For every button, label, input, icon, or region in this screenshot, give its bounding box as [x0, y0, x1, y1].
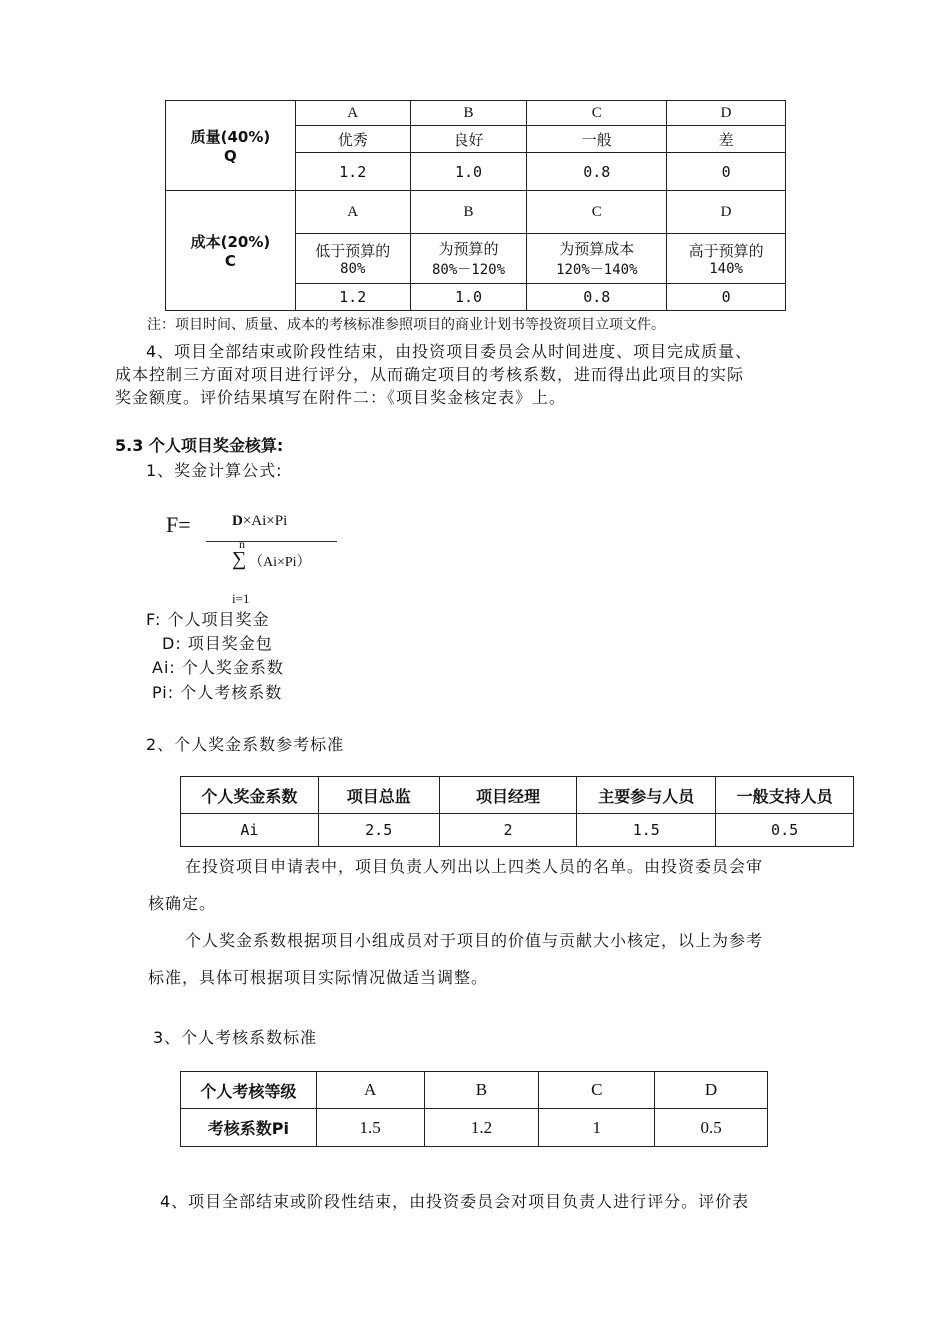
section-title: 5.3 个人项目奖金核算: [115, 436, 284, 455]
cost-level-a: 低于预算的 80% [295, 234, 410, 284]
quality-grade-d: D [667, 101, 786, 126]
cost-label: 成本(20%) C [166, 191, 296, 311]
quality-level-b: 良好 [410, 126, 527, 153]
cost-grade-a: A [295, 191, 410, 234]
definition-d: D: 项目奖金包 [162, 634, 273, 653]
formula-heading: 1、奖金计算公式: [146, 461, 283, 480]
quality-label: 质量(40%) Q [166, 101, 296, 191]
ai-para1-line2: 核确定。 [148, 894, 217, 913]
definition-f: F: 个人项目奖金 [146, 610, 270, 629]
ai-header-support: 一般支持人员 [716, 777, 854, 814]
sum-upper-limit: n [239, 537, 245, 551]
formula-denominator: （Ai×Pi） [249, 555, 311, 570]
ai-header-main: 主要参与人员 [577, 777, 716, 814]
quality-coef-b: 1.0 [410, 153, 527, 191]
quality-grade-b: B [410, 101, 527, 126]
cost-level-c: 为预算成本 120%－140% [527, 234, 667, 284]
quality-level-a: 优秀 [295, 126, 410, 153]
pi-heading: 3、个人考核系数标准 [153, 1028, 318, 1047]
cost-level-d: 高于预算的 140% [667, 234, 786, 284]
cost-coef-b: 1.0 [410, 284, 527, 311]
definition-ai: Ai: 个人奖金系数 [152, 658, 284, 677]
quality-coef-d: 0 [667, 153, 786, 191]
cost-grade-c: C [527, 191, 667, 234]
pi-table [180, 1071, 768, 1147]
cost-level-b: 为预算的 80%－120% [410, 234, 527, 284]
pi-value-b: 1.2 [424, 1109, 539, 1147]
pi-header-d: D [655, 1072, 768, 1109]
quality-grade-a: A [295, 101, 410, 126]
ai-heading: 2、个人奖金系数参考标准 [146, 735, 345, 754]
ai-header-manager: 项目经理 [439, 777, 577, 814]
pi-header-a: A [316, 1072, 424, 1109]
quality-level-c: 一般 [527, 126, 667, 153]
sum-lower-limit: i=1 [232, 591, 250, 606]
item4-top-line3: 奖金额度。评价结果填写在附件二：《项目奖金核定表》上。 [115, 388, 567, 407]
pi-value-a: 1.5 [316, 1109, 424, 1147]
pi-row-label: 考核系数Pi [181, 1109, 317, 1147]
pi-header-level: 个人考核等级 [181, 1072, 317, 1109]
ai-table [180, 776, 854, 847]
item4-bottom: 4、项目全部结束或阶段性结束，由投资委员会对项目负责人进行评分。评价表 [160, 1192, 750, 1211]
cost-coef-c: 0.8 [527, 284, 667, 311]
formula-numerator: D×Ai×Pi [232, 513, 288, 529]
table-note: 注：项目时间、质量、成本的考核标准参照项目的商业计划书等投资项目立项文件。 [147, 318, 665, 333]
ai-value-main: 1.5 [577, 814, 716, 847]
cost-grade-b: B [410, 191, 527, 234]
pi-header-c: C [539, 1072, 655, 1109]
quality-cost-table [165, 100, 786, 311]
ai-row-label: Ai [181, 814, 319, 847]
formula-lhs: F= [166, 512, 191, 537]
item4-top-line2: 成本控制三方面对项目进行评分，从而确定项目的考核系数，进而得出此项目的实际 [115, 365, 745, 384]
ai-para1-line1: 在投资项目申请表中，项目负责人列出以上四类人员的名单。由投资委员会审 [185, 857, 764, 876]
item4-top-line1: 4、项目全部结束或阶段性结束，由投资项目委员会从时间进度、项目完成质量、 [146, 342, 753, 361]
ai-para2-line2: 标准，具体可根据项目实际情况做适当调整。 [148, 968, 489, 987]
ai-value-support: 0.5 [716, 814, 854, 847]
pi-value-d: 0.5 [655, 1109, 768, 1147]
ai-value-director: 2.5 [318, 814, 439, 847]
ai-para2-line1: 个人奖金系数根据项目小组成员对于项目的价值与贡献大小核定，以上为参考 [185, 931, 764, 950]
sum-symbol: ∑ [232, 548, 247, 570]
quality-level-d: 差 [667, 126, 786, 153]
quality-coef-a: 1.2 [295, 153, 410, 191]
pi-value-c: 1 [539, 1109, 655, 1147]
ai-header-director: 项目总监 [318, 777, 439, 814]
cost-grade-d: D [667, 191, 786, 234]
fraction-bar [206, 541, 337, 542]
pi-header-b: B [424, 1072, 539, 1109]
ai-value-manager: 2 [439, 814, 577, 847]
definition-pi: Pi: 个人考核系数 [152, 683, 283, 702]
ai-header-coef: 个人奖金系数 [181, 777, 319, 814]
cost-coef-a: 1.2 [295, 284, 410, 311]
quality-grade-c: C [527, 101, 667, 126]
quality-coef-c: 0.8 [527, 153, 667, 191]
cost-coef-d: 0 [667, 284, 786, 311]
